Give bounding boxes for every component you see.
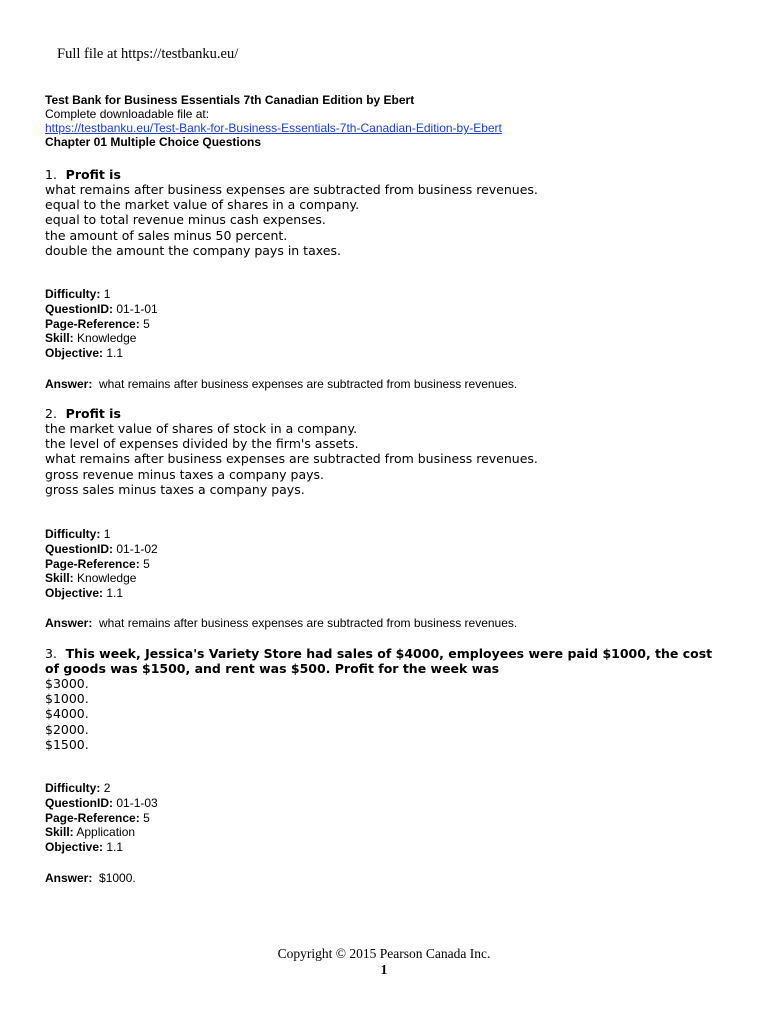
- answer-option: $1000.: [45, 691, 89, 707]
- question-stem: [45, 646, 735, 661]
- difficulty-value: 1: [103, 527, 111, 541]
- answer-label: Answer:: [45, 377, 93, 391]
- objective-value: 1.1: [106, 586, 124, 601]
- objective-value: 1.1: [106, 346, 124, 361]
- objective-label: Objective:: [45, 586, 104, 601]
- difficulty-label: Difficulty:: [45, 527, 101, 541]
- skill-value: Knowledge: [77, 331, 137, 346]
- objective-label: Objective:: [45, 840, 104, 855]
- difficulty-value: 2: [103, 781, 111, 795]
- difficulty-label: Difficulty:: [45, 781, 101, 795]
- answer-label: Answer:: [45, 616, 93, 630]
- skill-value: Knowledge: [77, 571, 137, 586]
- question-3-answer: [45, 871, 136, 885]
- answer-option: the market value of shares of stock in a company.: [45, 421, 358, 436]
- page-reference-label: Page-Reference:: [45, 556, 140, 571]
- difficulty-label: Difficulty:: [45, 287, 101, 301]
- question-3: [45, 646, 735, 752]
- answer-option: $4000.: [45, 706, 89, 722]
- answer-option: gross sales minus taxes a company pays.: [45, 481, 305, 497]
- answer-option: equal to total revenue minus cash expenses.: [45, 212, 326, 228]
- question-id-value: 01-1-01: [116, 301, 158, 316]
- answer-value: what remains after business expenses are subtracted from business revenues.: [99, 616, 518, 630]
- page-reference-value: 5: [143, 316, 150, 331]
- answer-option: $1500.: [45, 736, 89, 752]
- answer-label: Answer:: [45, 871, 93, 885]
- question-2-answer: [45, 616, 517, 630]
- copyright-notice: Copyright © 2015 Pearson Canada Inc.: [277, 946, 491, 961]
- answer-value: what remains after business expenses are subtracted from business revenues.: [99, 377, 518, 391]
- question-1-answer: [45, 377, 517, 391]
- question-stem: [45, 406, 735, 421]
- question-text: Profit is: [65, 167, 121, 182]
- question-id-label: QuestionID:: [45, 541, 113, 556]
- answer-option: double the amount the company pays in taxes.: [45, 242, 341, 258]
- question-id-value: 01-1-03: [116, 795, 158, 810]
- page-reference-value: 5: [143, 810, 150, 825]
- answer-option: $3000.: [45, 676, 89, 691]
- skill-label: Skill:: [45, 571, 74, 586]
- question-text: Profit is: [65, 406, 121, 421]
- skill-label: Skill:: [45, 825, 74, 840]
- answer-value: $1000.: [99, 871, 136, 885]
- question-text-line-2: of goods was $1500, and rent was $500. Profit for the week was: [45, 661, 500, 676]
- top-note: Full file at https://testbanku.eu/: [57, 46, 239, 62]
- skill-label: Skill:: [45, 331, 74, 346]
- question-id-label: QuestionID:: [45, 795, 113, 810]
- answer-option: $2000.: [45, 721, 89, 737]
- question-id-value: 01-1-02: [116, 541, 158, 556]
- answer-option: the amount of sales minus 50 percent.: [45, 227, 288, 243]
- page-reference-label: Page-Reference:: [45, 316, 140, 331]
- answer-option: what remains after business expenses are subtracted from business revenues.: [45, 451, 538, 467]
- page-reference-label: Page-Reference:: [45, 810, 140, 825]
- download-note: Complete downloadable file at:: [45, 107, 210, 121]
- page-reference-value: 5: [143, 556, 150, 571]
- question-1-metadata: [45, 287, 645, 361]
- chapter-heading: Chapter 01 Multiple Choice Questions: [45, 135, 262, 149]
- answer-option: what remains after business expenses are subtracted from business revenues.: [45, 182, 538, 197]
- answer-option: the level of expenses divided by the firm's assets.: [45, 436, 359, 452]
- question-text-line-1: This week, Jessica's Variety Store had sales of $4000, employees were paid $1000, the cost: [65, 646, 713, 661]
- question-1: [45, 167, 735, 258]
- answer-option: equal to the market value of shares in a company.: [45, 197, 360, 213]
- question-2: [45, 406, 735, 497]
- skill-value: Application: [76, 825, 136, 840]
- page-footer: [0, 946, 768, 978]
- question-number: 2.: [45, 406, 57, 421]
- document-header: [45, 93, 745, 149]
- question-id-label: QuestionID:: [45, 301, 113, 316]
- download-link[interactable]: https://testbanku.eu/Test-Bank-for-Business-Essentials-7th-Canadian-Edition-by-Ebert: [45, 121, 502, 135]
- question-number: 1.: [45, 167, 57, 182]
- question-3-metadata: [45, 781, 645, 855]
- question-stem: [45, 167, 735, 182]
- document-title: Test Bank for Business Essentials 7th Canadian Edition by Ebert: [45, 93, 415, 107]
- page-number: 1: [380, 962, 388, 977]
- answer-option: gross revenue minus taxes a company pays.: [45, 466, 325, 482]
- objective-label: Objective:: [45, 346, 104, 361]
- objective-value: 1.1: [106, 840, 124, 855]
- difficulty-value: 1: [103, 287, 111, 301]
- question-number: 3.: [45, 646, 57, 661]
- question-2-metadata: [45, 527, 645, 601]
